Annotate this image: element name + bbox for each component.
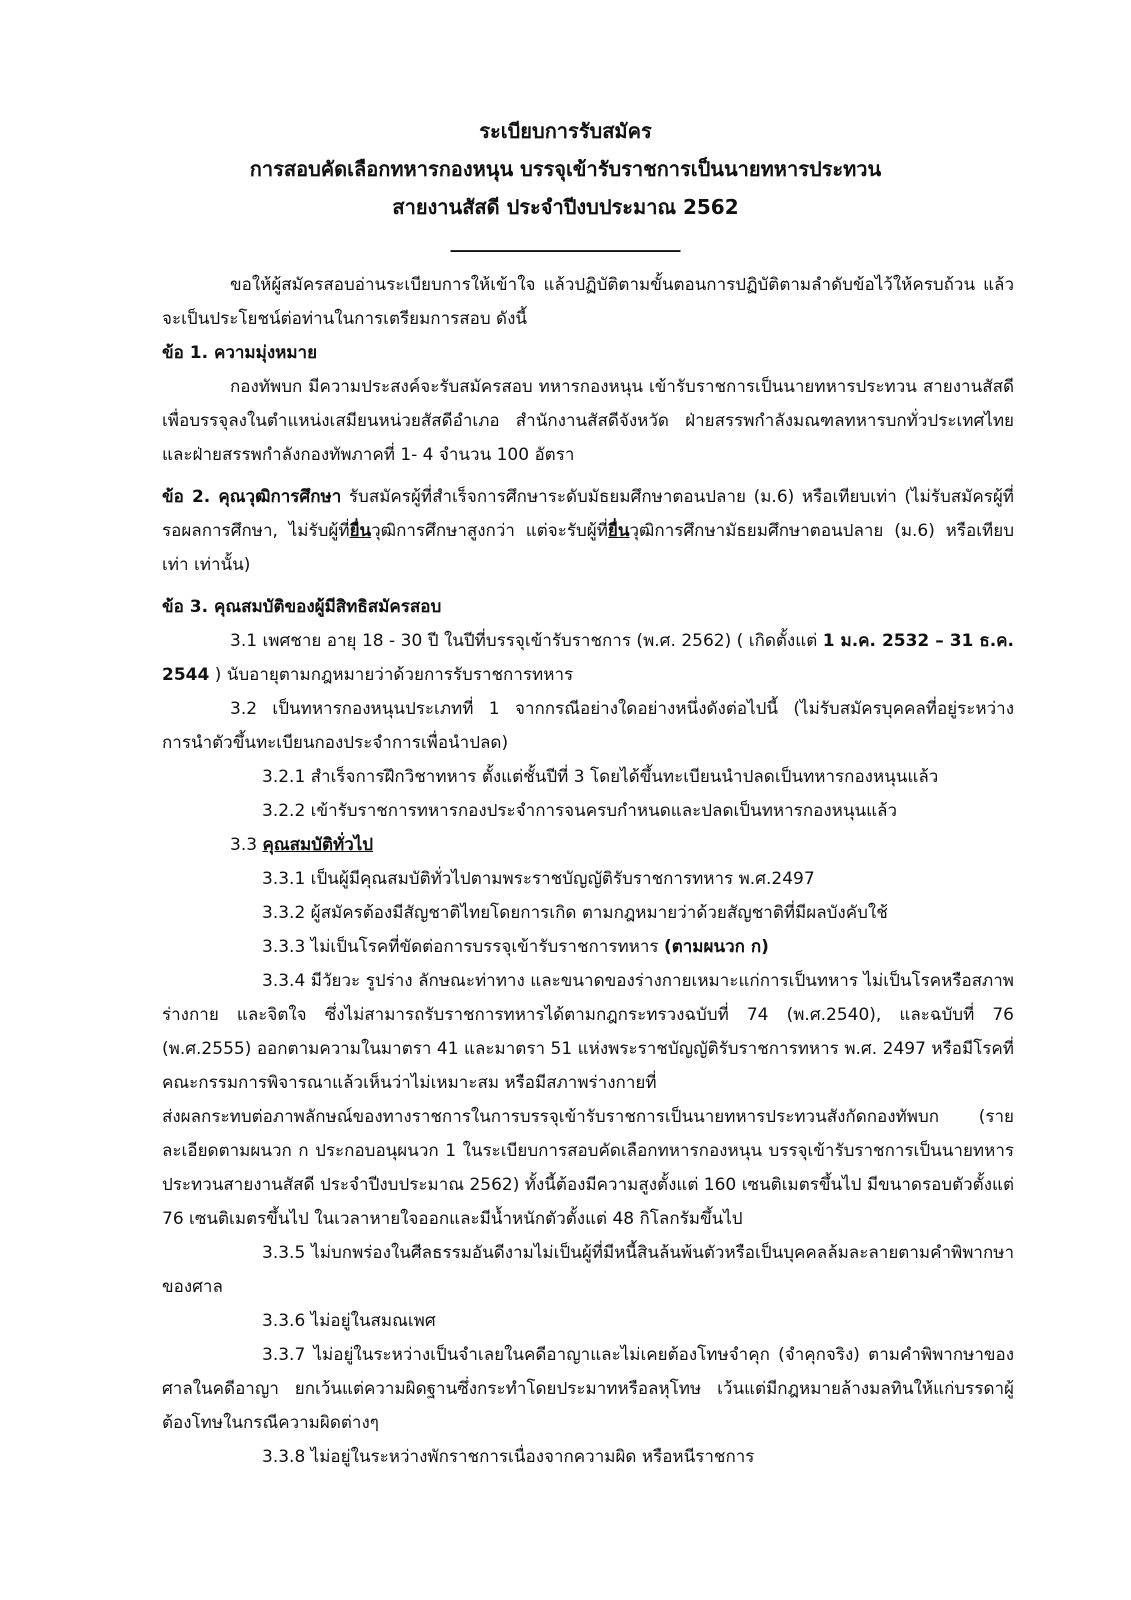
title-line-3: สายงานสัสดี ประจำปีงบประมาณ 2562 bbox=[392, 195, 739, 219]
section-1-heading: ข้อ 1. ความมุ่งหมาย bbox=[162, 343, 318, 363]
item-3-3-3-annex: (ตามผนวก ก) bbox=[663, 937, 769, 957]
item-3-3-3-text: 3.3.3 ไม่เป็นโรคที่ขัดต่อการบรรจุเข้ารับราชการทหาร bbox=[262, 937, 664, 957]
section-1-text: กองทัพบก มีความประสงค์จะรับสมัครสอบ ทหารกองหนุน เข้ารับราชการเป็นนายทหารประทวน สายงานสัสดี เพื่อบรรจุลงในตำแหน่งเสมียนหน่วยสัสดีอำเภอ สำนักงานสัสดีจังหวัด ฝ่ายสรรพกำลังมณฑลทหารบกทั่วประเทศไทย และฝ่ายสรรพกำลังกองทัพภาคที่ 1- 4 จำนวน 100 อัตรา bbox=[162, 377, 1014, 465]
item-3-2: 3.2 เป็นทหารกองหนุนประเภทที่ 1 จากกรณีอย่างใดอย่างหนึ่งดังต่อไปนี้ (ไม่รับสมัครบุคคลที่อยู่ระหว่างการนำตัวขึ้นทะเบียนกองประจำการเพื่อนำปลด) bbox=[162, 699, 1014, 753]
title-underline-rule: _______________________ bbox=[450, 228, 681, 252]
title-line-2: การสอบคัดเลือกทหารกองหนุน บรรจุเข้ารับราชการเป็นนายทหารประทวน bbox=[249, 157, 882, 181]
section-3-heading: ข้อ 3. คุณสมบัติของผู้มีสิทธิสมัครสอบ bbox=[162, 597, 442, 617]
item-3-1-text-a: 3.1 เพศชาย อายุ 18 - 30 ปี ในปีที่บรรจุเข้ารับราชการ (พ.ศ. 2562) ( เกิดตั้งแต่ bbox=[230, 631, 823, 651]
section-2-text-c: วุฒิการศึกษามัธยมศึกษาตอนปลาย (ม.6) หรือเทียบเท่า เท่านั้น) bbox=[162, 521, 1014, 575]
item-3-3-5: 3.3.5 ไม่บกพร่องในศีลธรรมอันดีงามไม่เป็นผู้ที่มีหนี้สินล้นพ้นตัวหรือเป็นบุคคลล้มละลายตามคำพิพากษาของศาล bbox=[162, 1243, 1014, 1297]
section-2-text-a: รับสมัครผู้ที่สำเร็จการศึกษาระดับมัธยมศึกษาตอนปลาย (ม.6) หรือเทียบเท่า (ไม่รับสมัครผู้ที่รอผลการศึกษา, ไม่รับผู้ที่ bbox=[162, 487, 1014, 541]
intro-paragraph: ขอให้ผู้สมัครสอบอ่านระเบียบการให้เข้าใจ แล้วปฏิบัติตามขั้นตอนการปฏิบัติตามลำดับข้อไว้ให้ครบถ้วน แล้วจะเป็นประโยชน์ต่อท่านในการเตรียมการสอบ ดังนี้ bbox=[162, 275, 1014, 329]
item-3-3-7: 3.3.7 ไม่อยู่ในระหว่างเป็นจำเลยในคดีอาญาและไม่เคยต้องโทษจำคุก (จำคุกจริง) ตามคำพิพากษาของศาลในคดีอาญา ยกเว้นแต่ความผิดฐานซึ่งกระทำโดยประมาทหรือลหุโทษ เว้นแต่มีกฎหมายล้างมลทินให้แก่บรรดาผู้ต้องโทษในกรณีความผิดต่างๆ bbox=[162, 1345, 1014, 1433]
document-body bbox=[162, 268, 1014, 1474]
section-2-paragraph bbox=[162, 480, 1014, 582]
section-2-text-b: วุฒิการศึกษาสูงกว่า แต่จะรับผู้ที่ bbox=[371, 521, 608, 541]
section-2-underline-2: ยื่น bbox=[607, 521, 630, 541]
section-2-heading: ข้อ 2. คุณวุฒิการศึกษา bbox=[162, 487, 342, 507]
item-3-3-4-continued: ส่งผลกระทบต่อภาพลักษณ์ของทางราชการในการบรรจุเข้ารับราชการเป็นนายทหารประทวนสังกัดกองทัพบก (รายละเอียดตามผนวก ก ประกอบอนุผนวก 1 ในระเบียบการสอบคัดเลือกทหารกองหนุน บรรจุเข้ารับราชการเป็นนายทหารประทวนสายงานสัสดี ประจำปีงบประมาณ 2562) ทั้งนี้ต้องมีความสูงตั้งแต่ 160 เซนติเมตรขึ้นไป มีขนาดรอบตัวตั้งแต่ 76 เซนติเมตรขึ้นไป ในเวลาหายใจออกและมีน้ำหนักตัวตั้งแต่ 48 กิโลกรัมขึ้นไป bbox=[162, 1107, 1014, 1229]
item-3-1-dates: 1 ม.ค. 2532 – 31 ธ.ค. 2544 bbox=[162, 631, 1014, 685]
item-3-1 bbox=[162, 624, 1014, 692]
item-3-3-label: คุณสมบัติทั่วไป bbox=[262, 835, 374, 855]
item-3-3-3 bbox=[162, 930, 1014, 964]
item-3-2-1: 3.2.1 สำเร็จการฝึกวิชาทหาร ตั้งแต่ชั้นปีที่ 3 โดยได้ขึ้นทะเบียนนำปลดเป็นทหารกองหนุนแล้ว bbox=[262, 767, 939, 787]
item-3-3-2: 3.3.2 ผู้สมัครต้องมีสัญชาติไทยโดยการเกิด ตามกฎหมายว่าด้วยสัญชาติที่มีผลบังคับใช้ bbox=[262, 903, 888, 923]
item-3-1-text-b: ) นับอายุตามกฎหมายว่าด้วยการรับราชการทหาร bbox=[209, 665, 574, 685]
section-2-underline-1: ยื่น bbox=[349, 521, 372, 541]
item-3-3-1: 3.3.1 เป็นผู้มีคุณสมบัติทั่วไปตามพระราชบัญญัติรับราชการทหาร พ.ศ.2497 bbox=[262, 869, 815, 889]
item-3-2-2: 3.2.2 เข้ารับราชการทหารกองประจำการจนครบกำหนดและปลดเป็นทหารกองหนุนแล้ว bbox=[262, 801, 897, 821]
item-3-3-4: 3.3.4 มีวัยวะ รูปร่าง ลักษณะท่าทาง และขนาดของร่างกายเหมาะแก่การเป็นทหาร ไม่เป็นโรคหรือสภาพร่างกาย และจิตใจ ซึ่งไม่สามารถรับราชการทหารได้ตามกฎกระทรวงฉบับที่ 74 (พ.ศ.2540), และฉบับที่ 76 (พ.ศ.2555) ออกตามความในมาตรา 41 และมาตรา 51 แห่งพระราชบัญญัติรับราชการทหาร พ.ศ. 2497 หรือมีโรคที่คณะกรรมการพิจารณาแล้วเห็นว่าไม่เหมาะสม หรือมีสภาพร่างกายที่ bbox=[162, 971, 1014, 1093]
item-3-3-6: 3.3.6 ไม่อยู่ในสมณเพศ bbox=[262, 1311, 436, 1331]
item-3-3-number: 3.3 bbox=[230, 835, 263, 855]
document-title bbox=[0, 112, 1131, 254]
item-3-3-8: 3.3.8 ไม่อยู่ในระหว่างพักราชการเนื่องจากความผิด หรือหนีราชการ bbox=[262, 1447, 755, 1467]
item-3-3 bbox=[162, 828, 1014, 862]
title-line-1: ระเบียบการรับสมัคร bbox=[479, 119, 652, 143]
